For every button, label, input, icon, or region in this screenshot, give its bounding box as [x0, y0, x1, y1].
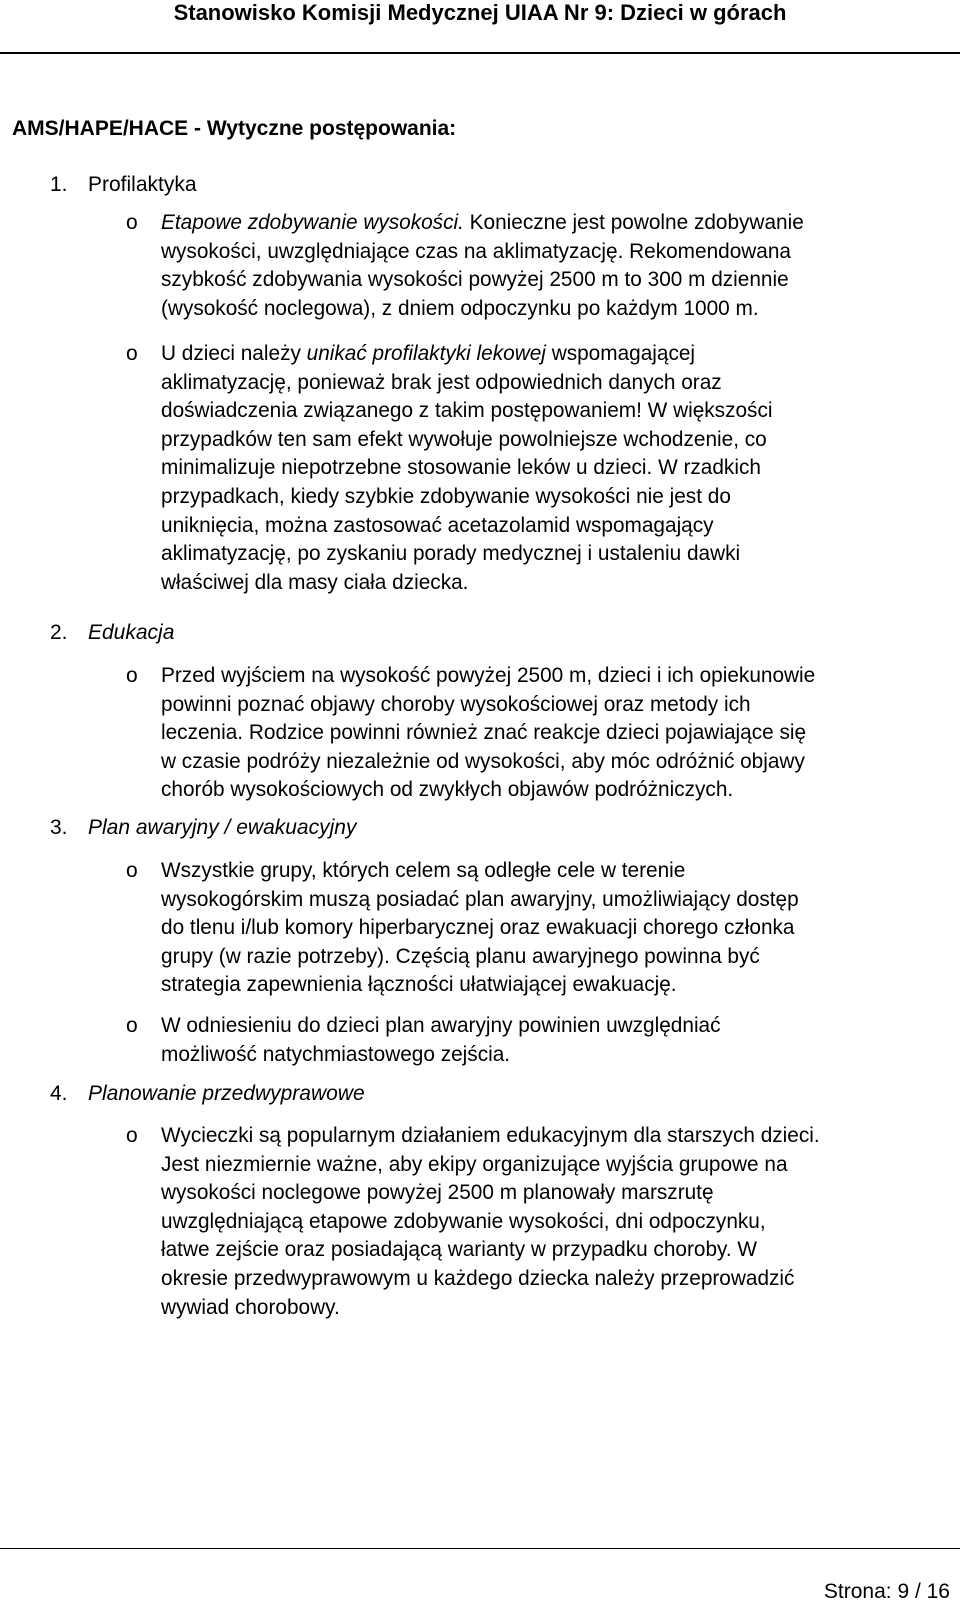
paragraph-line: Jest niezmiernie ważne, aby ekipy organizujące wyjścia grupowe na: [161, 1152, 788, 1176]
paragraph-line: wysokogórskim muszą posiadać plan awaryjny, umożliwiający dostęp: [161, 887, 799, 911]
paragraph-line: powinni poznać objawy choroby wysokościowej oraz metody ich: [161, 692, 751, 716]
paragraph-line: przypadkach, kiedy szybkie zdobywanie wysokości nie jest do: [161, 484, 731, 508]
footer-divider: [0, 1548, 960, 1549]
paragraph-line: wywiad chorobowy.: [161, 1295, 340, 1319]
paragraph-line: Przed wyjściem na wysokość powyżej 2500 m, dzieci i ich opiekunowie: [161, 664, 816, 687]
paragraph-line: łatwe zejście oraz posiadającą warianty w przypadku choroby. W: [161, 1238, 758, 1262]
paragraph-line: uniknięcia, można zastosować acetazolamid wspomagający: [161, 513, 714, 537]
section-number: 3.: [50, 816, 68, 839]
paragraph-edukacja: [161, 662, 960, 805]
paragraph-line: Wszystkie grupy, których celem są odległe cele w terenie: [161, 859, 686, 882]
bullet-marker: o: [126, 1014, 138, 1037]
bullet-marker: o: [126, 664, 138, 687]
paragraph-line-rest: Konieczne jest powolne zdobywanie: [463, 211, 804, 234]
paragraph-line: grupy (w razie potrzeby). Częścią planu awaryjnego powinna być: [161, 944, 760, 968]
paragraph-line: chorób wysokościowych od zwykłych objawów podróżniczych.: [161, 778, 734, 802]
paragraph-line: w czasie podróży niezależnie od wysokości, aby móc odróżnić objawy: [161, 749, 805, 773]
paragraph-plan-awaryjny: [161, 857, 960, 1000]
bullet-marker: o: [126, 1124, 138, 1147]
paragraph-line: możliwość natychmiastowego zejścia.: [161, 1042, 511, 1066]
paragraph-line: wysokości noclegowe powyżej 2500 m planowały marszrutę: [161, 1181, 714, 1205]
section-number: 4.: [50, 1082, 68, 1105]
bullet-marker: o: [126, 342, 138, 365]
paragraph-line: przypadków ten sam efekt wywołuje powolniejsze wchodzenie, co: [161, 427, 767, 451]
paragraph-line: wysokości, uwzględniające czas na aklimatyzację. Rekomendowana: [161, 239, 791, 263]
header-title: Stanowisko Komisji Medycznej UIAA Nr 9: Dzieci w górach: [173, 0, 787, 25]
section-heading-plan-awaryjny: Plan awaryjny / ewakuacyjny: [88, 816, 357, 839]
paragraph-line: Wycieczki są popularnym działaniem edukacyjnym dla starszych dzieci.: [161, 1124, 820, 1147]
text-run: U dzieci należy: [161, 342, 307, 365]
paragraph-etapowe: [161, 209, 960, 323]
paragraph-line: aklimatyzację, ponieważ brak jest odpowiednich danych oraz: [161, 370, 722, 394]
italic-phrase: unikać profilaktyki lekowej: [306, 342, 546, 365]
paragraph-profilaktyka-lekowa: [161, 340, 960, 597]
paragraph-planowanie: [161, 1122, 960, 1322]
paragraph-line: W odniesieniu do dzieci plan awaryjny powinien uwzględniać: [161, 1014, 721, 1037]
bullet-marker: o: [126, 859, 138, 882]
paragraph-line: właściwej dla masy ciała dziecka.: [161, 570, 469, 594]
section-heading-planowanie: Planowanie przedwyprawowe: [88, 1082, 365, 1105]
paragraph-line: doświadczenia związanego z takim postępowaniem! W większości: [161, 399, 773, 423]
paragraph-zejscie: [161, 1012, 960, 1069]
section-title: AMS/HAPE/HACE - Wytyczne postępowania:: [12, 117, 457, 140]
bullet-marker: o: [126, 211, 138, 234]
paragraph-line: leczenia. Rodzice powinni również znać reakcje dzieci pojawiające się: [161, 721, 807, 745]
italic-lead: Etapowe zdobywanie wysokości.: [161, 211, 464, 234]
page-number: Strona: 9 / 16: [823, 1580, 950, 1603]
section-heading-profilaktyka: Profilaktyka: [88, 173, 197, 196]
paragraph-line: (wysokość noclegowa), z dniem odpoczynku po każdym 1000 m.: [161, 296, 759, 320]
paragraph-line: strategia zapewnienia łączności ułatwiającej ewakuację.: [161, 973, 677, 997]
paragraph-line: minimalizuje niepotrzebne stosowanie leków u dzieci. W rzadkich: [161, 456, 761, 480]
text-run: wspomagającej: [545, 342, 696, 365]
paragraph-line: [161, 209, 960, 238]
paragraph-line: okresie przedwyprawowym u każdego dziecka należy przeprowadzić: [161, 1266, 795, 1290]
paragraph-line: do tlenu i/lub komory hiperbarycznej oraz ewakuacji chorego członka: [161, 916, 795, 940]
section-number: 2.: [50, 621, 68, 644]
paragraph-line: szybkość zdobywania wysokości powyżej 2500 m to 300 m dziennie: [161, 268, 789, 292]
paragraph-line: [161, 340, 960, 369]
page-header: [0, 0, 960, 54]
paragraph-line: aklimatyzację, po zyskaniu porady medycznej i ustaleniu dawki: [161, 542, 741, 566]
section-number: 1.: [50, 173, 68, 196]
section-heading-edukacja: Edukacja: [88, 621, 175, 644]
paragraph-line: uwzględniającą etapowe zdobywanie wysokości, dni odpoczynku,: [161, 1209, 766, 1233]
